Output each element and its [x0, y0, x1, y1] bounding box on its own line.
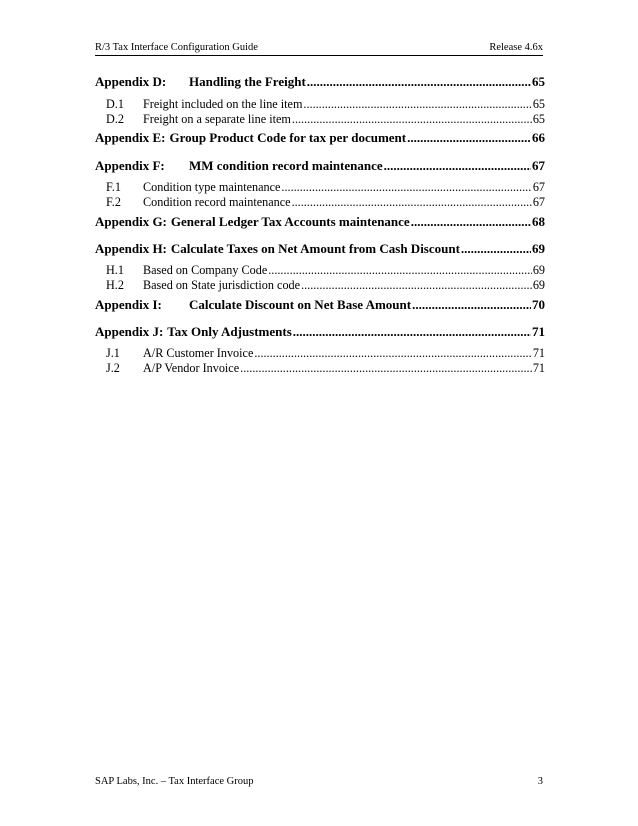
toc-entry-number: F.2 — [106, 195, 121, 209]
toc-entry-page: 71 — [532, 346, 545, 360]
toc-entry-title: MM condition record maintenance — [189, 158, 383, 173]
toc-entry-number: F.1 — [106, 180, 121, 194]
toc-entry-page: 70 — [532, 297, 545, 312]
toc-entry-j1[interactable] — [95, 346, 545, 361]
toc-entry-h2[interactable] — [95, 278, 545, 293]
toc-entry-title: General Ledger Tax Accounts maintenance — [170, 214, 410, 229]
toc-entry-number: D.1 — [106, 97, 124, 111]
toc-entry-number: Appendix J: — [95, 324, 164, 339]
toc-entry-title: Freight on a separate line item — [143, 112, 291, 126]
toc-entry-title: Tax Only Adjustments — [167, 324, 292, 339]
toc-entry-number: Appendix E: — [95, 130, 166, 145]
toc-leader-dots — [254, 346, 531, 361]
toc-entry-d1[interactable] — [95, 97, 545, 112]
toc-entry-page: 69 — [532, 241, 545, 256]
toc-entry-page: 65 — [532, 112, 545, 126]
toc-entry-number: J.2 — [106, 361, 120, 375]
toc-entry-title: A/R Customer Invoice — [143, 346, 254, 360]
toc-leader-dots — [303, 97, 531, 112]
toc-entry-page: 69 — [532, 278, 545, 292]
toc-entry-page: 65 — [532, 74, 545, 89]
toc-leader-dots — [240, 361, 532, 376]
footer-page-number: 3 — [537, 776, 543, 787]
toc-leader-dots — [292, 112, 532, 127]
toc-entry-page: 66 — [532, 130, 545, 145]
toc-entry-number: Appendix H: — [95, 241, 167, 256]
toc-leader-dots — [411, 214, 531, 230]
toc-entry-appendix-i[interactable] — [95, 297, 545, 313]
toc-entry-appendix-j[interactable] — [95, 324, 545, 340]
toc-entry-title: A/P Vendor Invoice — [143, 361, 240, 375]
toc-entry-title: Calculate Discount on Net Base Amount — [189, 297, 412, 312]
toc-entry-appendix-e[interactable] — [95, 130, 545, 146]
toc-entry-title: Handling the Freight — [189, 74, 306, 89]
toc-entry-title: Condition type maintenance — [143, 180, 281, 194]
toc-entry-page: 67 — [532, 195, 545, 209]
toc-leader-dots — [307, 74, 531, 90]
toc-entry-appendix-g[interactable] — [95, 214, 545, 230]
page-footer — [95, 776, 543, 787]
toc-leader-dots — [301, 278, 532, 293]
toc-entry-appendix-f[interactable] — [95, 158, 545, 174]
toc-entry-number: H.1 — [106, 263, 124, 277]
toc-leader-dots — [281, 180, 531, 195]
toc-leader-dots — [412, 297, 531, 313]
header-document-title: R/3 Tax Interface Configuration Guide — [95, 42, 258, 53]
toc-leader-dots — [461, 241, 531, 257]
toc-entry-title: Freight included on the line item — [143, 97, 303, 111]
toc-leader-dots — [384, 158, 531, 174]
toc-entry-page: 67 — [532, 180, 545, 194]
toc-entry-d2[interactable] — [95, 112, 545, 127]
page-header — [95, 37, 543, 56]
toc-entry-page: 69 — [532, 263, 545, 277]
toc-leader-dots — [293, 324, 531, 340]
toc-entry-number: Appendix F: — [95, 158, 165, 173]
toc-entry-page: 71 — [532, 361, 545, 375]
toc-entry-number: Appendix D: — [95, 74, 167, 89]
toc-entry-page: 68 — [532, 214, 545, 229]
toc-entry-page: 71 — [532, 324, 545, 339]
toc-leader-dots — [407, 130, 531, 146]
toc-entry-j2[interactable] — [95, 361, 545, 376]
toc-entry-page: 65 — [532, 97, 545, 111]
toc-entry-page: 67 — [532, 158, 545, 173]
footer-organization: SAP Labs, Inc. – Tax Interface Group — [95, 776, 254, 787]
toc-entry-title: Calculate Taxes on Net Amount from Cash Discount — [170, 241, 460, 256]
toc-entry-number: Appendix I: — [95, 297, 162, 312]
toc-entry-title: Condition record maintenance — [143, 195, 291, 209]
toc-entry-title: Based on State jurisdiction code — [143, 278, 301, 292]
toc-leader-dots — [292, 195, 532, 210]
toc-entry-number: H.2 — [106, 278, 124, 292]
toc-entry-title: Group Product Code for tax per document — [169, 130, 407, 145]
toc-entry-number: Appendix G: — [95, 214, 167, 229]
toc-entry-f2[interactable] — [95, 195, 545, 210]
toc-entry-appendix-d[interactable] — [95, 74, 545, 90]
toc-entry-f1[interactable] — [95, 180, 545, 195]
toc-entry-appendix-h[interactable] — [95, 241, 545, 257]
toc-entry-number: J.1 — [106, 346, 120, 360]
toc-entry-title: Based on Company Code — [143, 263, 268, 277]
toc-leader-dots — [268, 263, 532, 278]
header-release: Release 4.6x — [489, 42, 543, 53]
toc-entry-number: D.2 — [106, 112, 124, 126]
toc-entry-h1[interactable] — [95, 263, 545, 278]
